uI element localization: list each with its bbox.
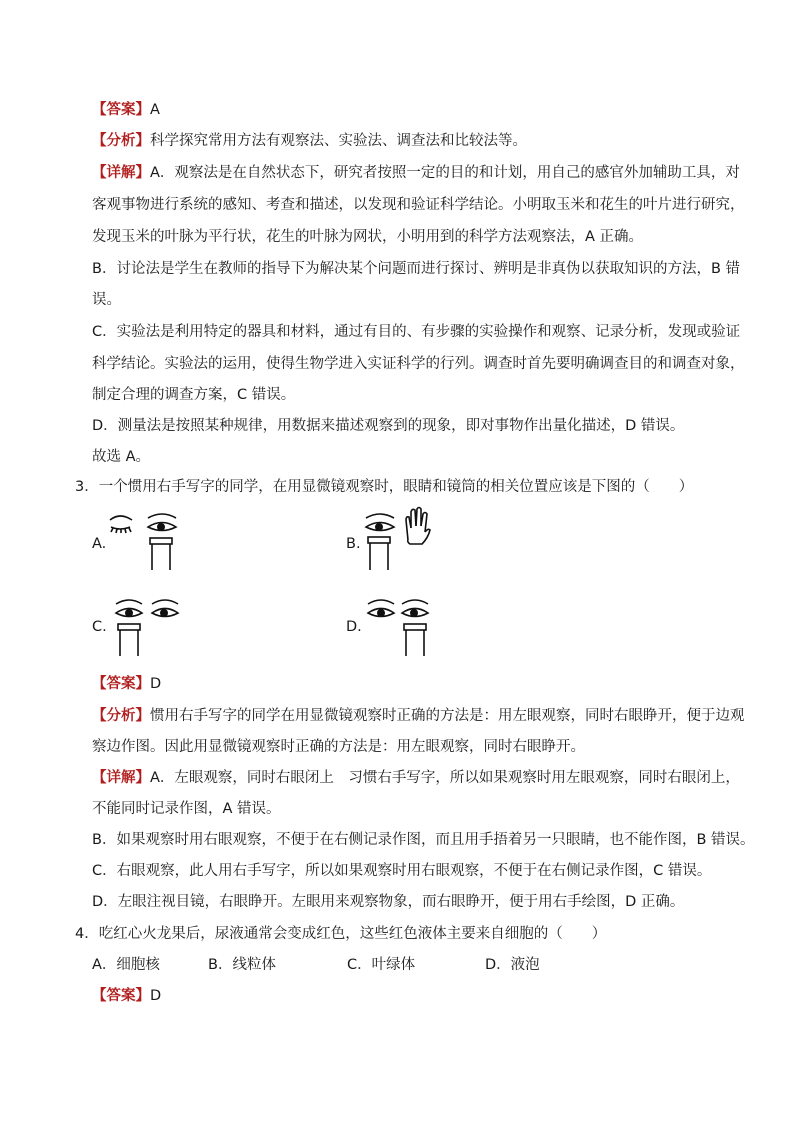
q2-detail-line: B．讨论法是学生在教师的指导下为解决某个问题而进行探讨、辨明是非真伪以获取知识的方法，B 错 (92, 261, 741, 277)
q3-answer (92, 674, 161, 694)
answer-tag: 【答案】 (92, 988, 150, 1004)
option-b-hand-covering-eye-icon (362, 506, 442, 572)
option-d-left-eye-observing-icon (364, 596, 444, 658)
answer-value: D (150, 676, 162, 692)
analysis-tag: 【分析】 (92, 708, 150, 724)
analysis-text: 科学探究常用方法有观察法、实验法、调查法和比较法等。 (150, 133, 527, 149)
q4-question: 4．吃红心火龙果后，尿液通常会变成红色，这些红色液体主要来自细胞的（ ） (75, 926, 607, 942)
answer-value: A (150, 102, 160, 118)
analysis-tag: 【分析】 (92, 133, 150, 149)
detail-tag: 【详解】 (92, 165, 150, 181)
detail-tag: 【详解】 (92, 770, 150, 786)
q3-detail-line: C．右眼观察，此人用右手写字，所以如果观察时用右眼观察，不便于在右侧记录作图，C 错误。 (92, 863, 712, 879)
q2-detail-line: 误。 (92, 292, 121, 308)
q2-detail-line: 发现玉米的叶脉为平行状，花生的叶脉为网状，小明用到的科学方法观察法，A 正确。 (92, 229, 644, 245)
option-a-closed-left-eye-open-right-eye-icon (106, 510, 186, 572)
q2-detail-line: 制定合理的调查方案，C 错误。 (92, 387, 296, 403)
q2-detail-line: 科学结论。实验法的运用，使得生物学进入实证科学的行列。调查时首先要明确调查目的和调查对象， (92, 356, 745, 372)
q2-answer (92, 100, 160, 120)
option-c-right-eye-observing-icon (112, 596, 192, 658)
q2-detail-line: 故选 A。 (92, 449, 151, 465)
q3-detail-line: 不能同时记录作图，A 错误。 (92, 801, 281, 817)
q3-detail-line: B．如果观察时用右眼观察，不便于在右侧记录作图，而且用手捂着另一只眼睛，也不能作图，B 错误。 (92, 832, 755, 848)
q3-option-c-label: C. (92, 619, 107, 635)
q4-option-c: C．叶绿体 (347, 957, 416, 973)
q2-detail-line: 客观事物进行系统的感知、考查和描述，以发现和验证科学结论。小明取玉米和花生的叶片进行研究， (92, 197, 745, 213)
q4-option-d: D．液泡 (485, 957, 540, 973)
q4-option-a: A．细胞核 (92, 957, 160, 973)
answer-tag: 【答案】 (92, 102, 150, 118)
q3-analysis-line: 察边作图。因此用显微镜观察时正确的方法是：用左眼观察，同时右眼睁开。 (92, 739, 585, 755)
q2-detail-line: 【详解】A．观察法是在自然状态下，研究者按照一定的目的和计划，用自己的感官外加辅助工具，对 (92, 165, 740, 181)
q3-detail-line: 【详解】A．左眼观察，同时右眼闭上 习惯右手写字，所以如果观察时用左眼观察，同时右眼闭上， (92, 770, 740, 786)
q3-question: 3．一个惯用右手写字的同学，在用显微镜观察时，眼睛和镜筒的相关位置应该是下图的（ ） (75, 479, 694, 495)
q3-analysis-line: 【分析】惯用右手写字的同学在用显微镜观察时正确的方法是：用左眼观察，同时右眼睁开，便于边观 (92, 708, 745, 724)
q4-answer (92, 986, 161, 1006)
q3-option-d-label: D. (346, 619, 362, 635)
answer-value: D (150, 988, 162, 1004)
q2-analysis (92, 131, 527, 151)
q2-detail-line: C．实验法是利用特定的器具和材料，通过有目的、有步骤的实验操作和观察、记录分析，发现或验证 (92, 324, 741, 340)
answer-tag: 【答案】 (92, 676, 150, 692)
q4-option-b: B．线粒体 (208, 957, 276, 973)
q3-option-b-label: B. (346, 536, 361, 552)
q2-detail-line: D．测量法是按照某种规律，用数据来描述观察到的现象，即对事物作出量化描述，D 错误。 (92, 418, 685, 434)
q3-detail-line: D．左眼注视目镜，右眼睁开。左眼用来观察物象，而右眼睁开，便于用右手绘图，D 正确。 (92, 894, 685, 910)
q3-option-a-label: A. (92, 536, 107, 552)
